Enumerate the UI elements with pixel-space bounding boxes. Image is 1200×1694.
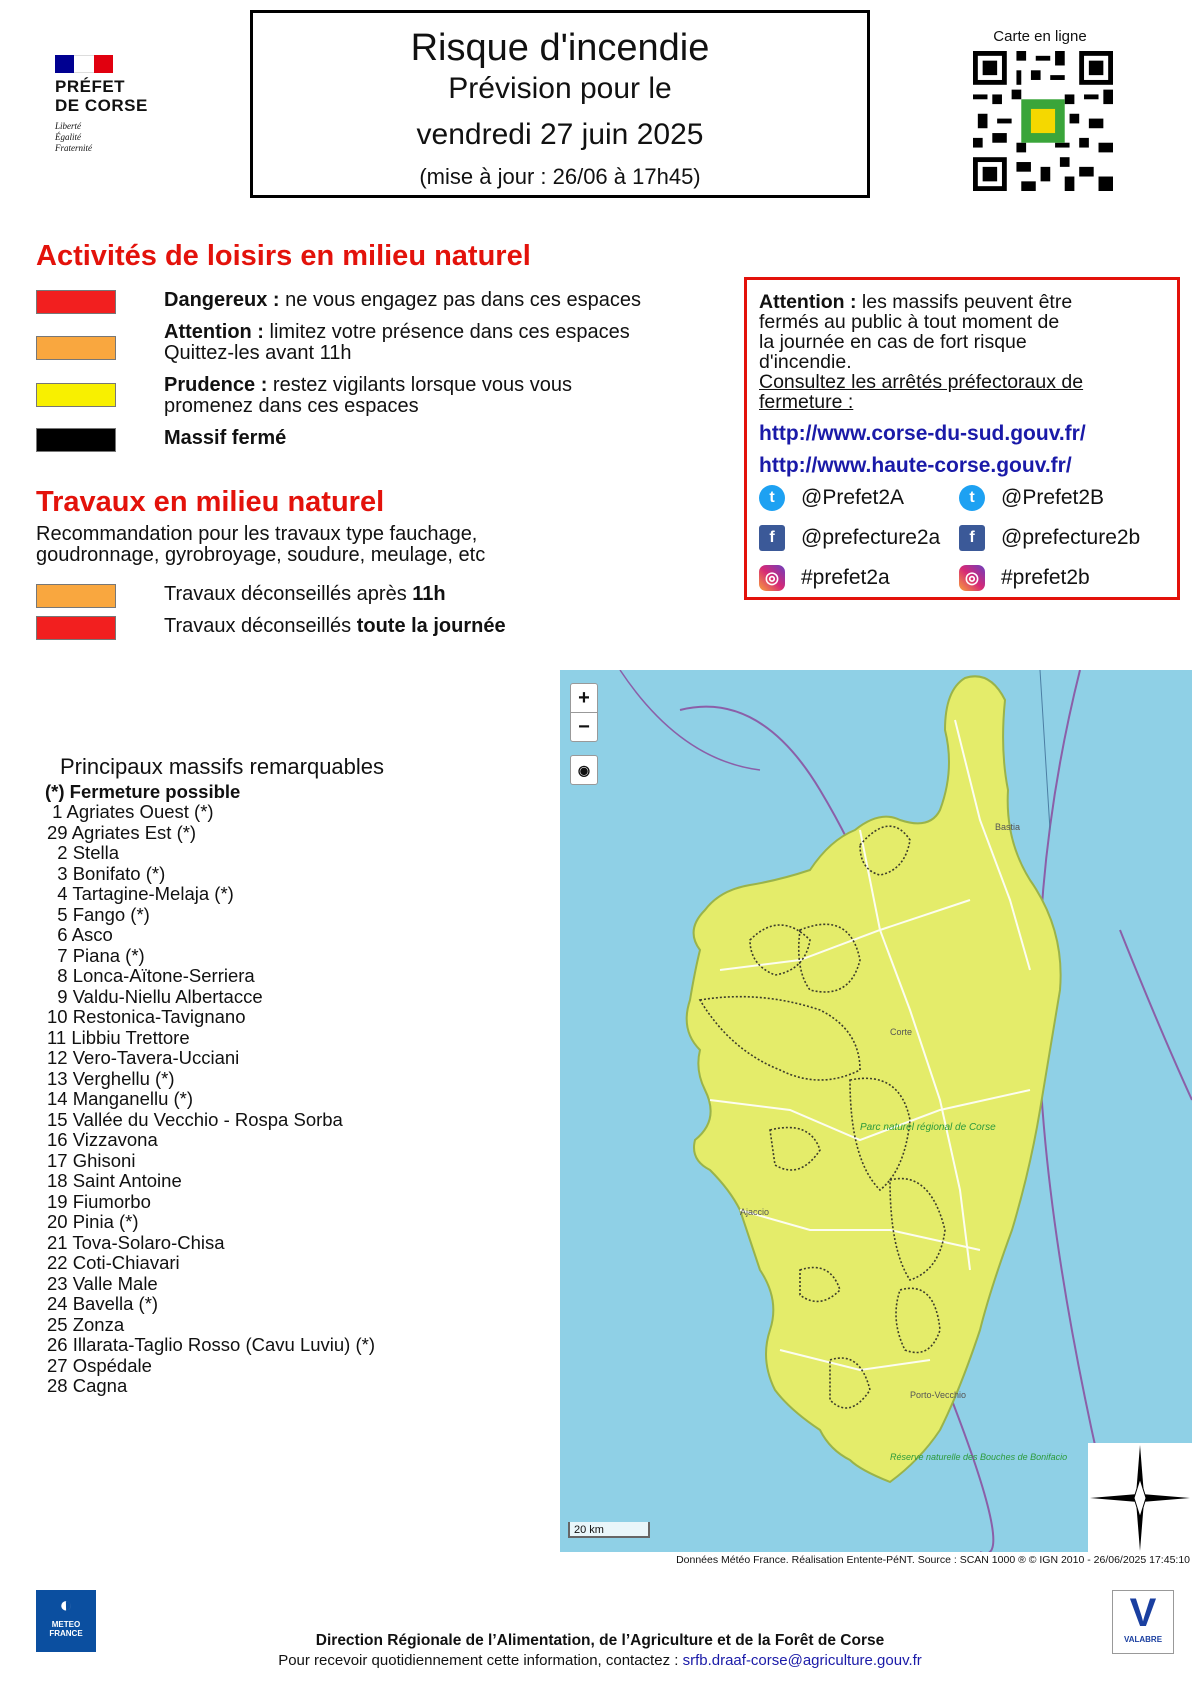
list-item: 7 Piana (*) [47,944,145,966]
list-item: 24 Bavella (*) [47,1293,159,1314]
map-source: Données Météo France. Réalisation Entente-PéNT. Source : SCAN 1000 ® © IGN 2010 - 26/06/2025 17:45:10 [676,1554,1190,1566]
legend-text: Travaux déconseillés après 11h [164,583,446,605]
legend-row-ferme [36,428,286,452]
list-item: 18 Saint Antoine [47,1170,182,1191]
list-item: 20 Pinia (*) [47,1211,139,1232]
zoom-in-button[interactable]: + [570,683,598,713]
instagram-icon: ◎ [759,565,785,591]
facebook-prefecture2a[interactable]: f @prefecture2a [759,518,959,558]
valabre-logo: V VALABRE [1112,1590,1174,1654]
massifs-items [47,802,525,1397]
attention-text: Attention : les massifs peuvent être fermés au public à tout moment de la journée en cas de fort risque d'incendie. Consultez les arrêtés préfectoraux de fermeture : [759,291,1084,413]
legend-swatch-orange [36,336,116,360]
logo-line2: DE CORSE [55,96,148,115]
meteo-logo-icon: ◐ [59,1592,73,1617]
list-item: 14 Manganellu (*) [47,1088,194,1109]
french-flag-icon [55,55,113,73]
twitter-prefet2b[interactable]: t @Prefet2B [959,478,1159,518]
corsica-map[interactable] [560,670,1192,1552]
title-subtitle: Prévision pour le [448,72,672,105]
legend-swatch-yellow [36,383,116,407]
list-item: 2 Stella [47,842,119,863]
list-item: 27 Ospédale [47,1354,152,1376]
twitter-prefet2a[interactable]: t @Prefet2A [759,478,959,518]
massifs-list [45,754,525,1397]
travaux-description: Recommandation pour les travaux type fauchage, goudronnage, gyrobroyage, soudure, meulage, etc [36,523,486,566]
facebook-icon: f [959,525,985,551]
list-item: 3 Bonifato (*) [47,862,166,884]
qr-code-icon[interactable] [973,51,1113,191]
list-item: 21 Tova-Solaro-Chisa [47,1231,225,1253]
list-item: 13 Verghellu (*) [47,1067,175,1089]
map-label-porto-vecchio: Porto-Vecchio [910,1390,967,1400]
logo-line1: PRÉFET [55,77,126,96]
list-item: 4 Tartagine-Melaja (*) [47,883,234,904]
attention-box [744,277,1180,600]
list-item: 15 Vallée du Vecchio - Rospa Sorba [47,1108,343,1130]
list-item: 12 Vero-Tavera-Ucciani [47,1047,240,1068]
legend-swatch-black [36,428,116,452]
list-item: 29 Agriates Est (*) [47,821,197,843]
map-label-corte: Corte [890,1027,913,1037]
forecast-date: vendredi 27 juin 2025 [416,118,704,151]
title-box [250,10,870,198]
footer-direction: Direction Régionale de l’Alimentation, de l’Agriculture et de la Forêt de Corse [315,1632,885,1649]
legend-row-prudence [36,375,572,417]
list-item: 28 Cagna [47,1375,128,1396]
list-item: 9 Valdu-Niellu Albertacce [47,985,263,1007]
loisirs-heading: Activités de loisirs en milieu naturel [36,240,531,272]
legend-text: Dangereux : ne vous engagez pas dans ces espaces [164,289,641,311]
legend-text: Massif fermé [164,427,287,449]
legend-text: Prudence : restez vigilants lorsque vous vous promenez dans ces espaces [164,374,572,417]
list-item: 5 Fango (*) [47,903,150,925]
corsica-island [687,676,1061,1482]
list-item: 26 Illarata-Taglio Rosso (Cavu Luviu) (*) [47,1334,375,1355]
meteo-france-logo: ◐ METEO FRANCE [36,1590,96,1652]
legend-swatch-red [36,616,116,640]
list-item: 1 Agriates Ouest (*) [47,801,214,822]
compass-rose-icon [1088,1443,1192,1553]
map-label-bastia: Bastia [995,822,1021,832]
twitter-icon: t [959,485,985,511]
map-label-reserve: Réserve naturelle des Bouches de Bonifacio [890,1452,1068,1462]
list-item: 16 Vizzavona [47,1129,158,1150]
massifs-title: Principaux massifs remarquables [60,754,385,779]
map-scale: 20 km [568,1522,650,1538]
map-container[interactable] [560,670,1192,1552]
list-item: 23 Valle Male [47,1272,158,1294]
facebook-icon: f [759,525,785,551]
list-item: 8 Lonca-Aïtone-Serriera [47,965,255,986]
travaux-row-11h [36,584,446,608]
legend-row-attention [36,322,630,364]
qr-caption: Carte en ligne [993,28,1087,45]
massifs-note: (*) Fermeture possible [45,780,241,802]
page-title: Risque d'incendie [410,27,710,69]
legend-swatch-orange [36,584,116,608]
instagram-prefet2a[interactable]: ◎ #prefet2a [759,558,959,598]
list-item: 11 Libbiu Trettore [47,1026,190,1048]
instagram-prefet2b[interactable]: ◎ #prefet2b [959,558,1159,598]
contact-email-link[interactable]: srfb.draaf-corse@agriculture.gouv.fr [682,1652,922,1669]
logo-motto: Liberté Égalité Fraternité [55,121,92,153]
globe-icon[interactable]: ◉ [570,755,598,785]
footer [150,1632,1050,1669]
list-item: 17 Ghisoni [47,1149,136,1171]
travaux-heading: Travaux en milieu naturel [36,486,385,518]
list-item: 10 Restonica-Tavignano [47,1006,246,1027]
qr-block[interactable] [965,28,1115,196]
footer-contact: Pour recevoir quotidiennement cette information, contactez : srfb.draaf-corse@agriculture.gouv.fr [278,1652,922,1669]
prefet-logo [55,55,195,154]
list-item: 22 Coti-Chiavari [47,1252,180,1273]
link-corse-du-sud[interactable]: http://www.corse-du-sud.gouv.fr/ [759,422,1086,445]
instagram-icon: ◎ [959,565,985,591]
facebook-prefecture2b[interactable]: f @prefecture2b [959,518,1159,558]
legend-row-dangereux [36,290,641,314]
list-item: 25 Zonza [47,1313,125,1335]
list-item: 19 Fiumorbo [47,1190,151,1212]
legend-text: Attention : limitez votre présence dans ces espaces Quittez-les avant 11h [164,321,630,364]
link-haute-corse[interactable]: http://www.haute-corse.gouv.fr/ [759,454,1072,477]
map-label-parc: Parc naturel régional de Corse [860,1122,996,1133]
legend-text: Travaux déconseillés toute la journée [164,615,506,637]
zoom-out-button[interactable]: − [570,712,598,742]
update-time: (mise à jour : 26/06 à 17h45) [419,164,701,189]
valabre-v-icon: V [1129,1591,1157,1635]
travaux-row-journee [36,616,506,640]
twitter-icon: t [759,485,785,511]
legend-swatch-red [36,290,116,314]
map-label-ajaccio: Ajaccio [740,1207,770,1217]
list-item: 6 Asco [47,924,113,945]
